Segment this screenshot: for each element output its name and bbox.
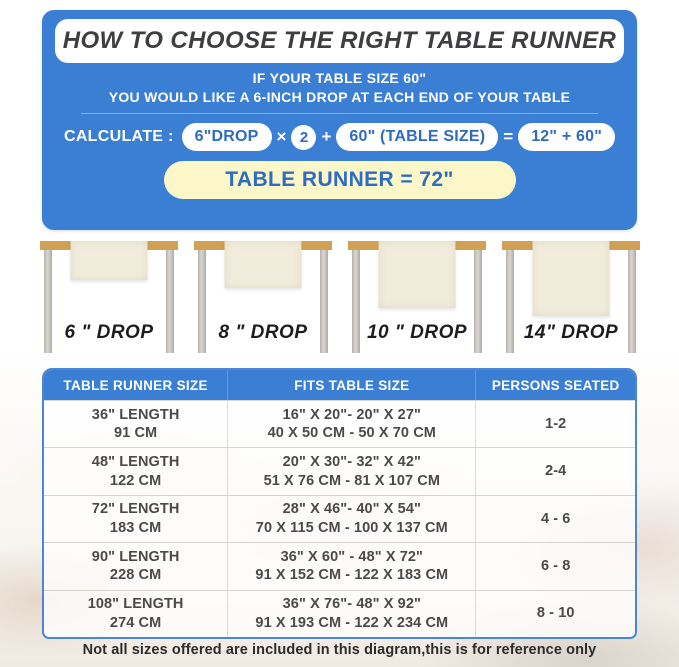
runner-result-pill: TABLE RUNNER = 72" [164, 161, 516, 199]
drop-label: 14" DROP [523, 322, 619, 343]
header-persons-seated: PERSONS SEATED [475, 370, 635, 400]
drop-label: 6 " DROP [64, 322, 154, 343]
size-table-header [44, 370, 635, 400]
drop-label: 8 " DROP [218, 322, 308, 343]
size-line: 72" LENGTH [91, 501, 180, 518]
header-runner-size: TABLE RUNNER SIZE [63, 377, 208, 393]
footer-note: Not all sizes offered are included in this diagram,this is for reference only [82, 642, 597, 658]
runner-cloth [379, 241, 456, 308]
fits-size-cell [227, 591, 475, 637]
size-line-cm: 91 CM [113, 425, 158, 442]
persons-value: 4 - 6 [540, 510, 571, 527]
persons-cell [475, 591, 635, 637]
runner-size-cell [44, 543, 227, 589]
runner-size-cell [44, 496, 227, 542]
persons-cell [475, 543, 635, 589]
persons-cell [475, 496, 635, 542]
size-line: 36" LENGTH [91, 406, 180, 423]
fits-line: 20" X 30"- 32" X 42" [282, 454, 421, 471]
runner-cloth [71, 241, 148, 280]
size-line-cm: 228 CM [109, 567, 162, 584]
table-row [44, 400, 635, 447]
size-line-cm: 183 CM [109, 519, 162, 536]
page-title: HOW TO CHOOSE THE RIGHT TABLE RUNNER [62, 27, 617, 54]
fits-line: 28" X 46"- 40" X 54" [282, 501, 421, 518]
runner-size-cell [44, 448, 227, 494]
hero-panel [42, 10, 637, 230]
header-fits-table-size: FITS TABLE SIZE [227, 370, 475, 400]
table-row [44, 447, 635, 494]
title-box [55, 19, 624, 63]
table-figure-10in [348, 241, 486, 353]
drop-label: 10 " DROP [366, 322, 468, 343]
persons-cell [475, 448, 635, 494]
size-line: 48" LENGTH [91, 454, 180, 471]
drop-pill: 6"DROP [182, 123, 272, 151]
table-figure-14in [502, 241, 640, 353]
runner-cloth [533, 241, 610, 316]
hero-divider [81, 113, 599, 114]
runner-size-cell [44, 401, 227, 447]
size-line: 90" LENGTH [91, 548, 180, 565]
table-row [44, 542, 635, 589]
persons-value: 1-2 [545, 415, 567, 432]
fits-line-cm: 70 X 115 CM - 100 X 137 CM [255, 519, 448, 536]
fits-line: 16" X 20"- 20" X 27" [282, 406, 421, 423]
persons-value: 8 - 10 [536, 605, 575, 622]
drop-diagrams [40, 241, 640, 353]
fits-line-cm: 40 X 50 CM - 50 X 70 CM [267, 425, 436, 442]
fits-size-cell [227, 543, 475, 589]
table-figure-6in [40, 241, 178, 353]
table-figure-8in [194, 241, 332, 353]
fits-size-cell [227, 448, 475, 494]
subtitle-line-2: YOU WOULD LIKE A 6-INCH DROP AT EACH END OF YOUR TABLE [108, 89, 571, 105]
table-row [44, 590, 635, 637]
size-line-cm: 274 CM [109, 614, 162, 631]
fits-line: 36" X 76"- 48" X 92" [282, 596, 421, 613]
fits-line-cm: 91 X 193 CM - 122 X 234 CM [255, 614, 449, 631]
multiplier-badge: 2 [291, 125, 316, 150]
calculate-label: CALCULATE : [63, 128, 174, 145]
fits-line-cm: 51 X 76 CM - 81 X 107 CM [263, 472, 441, 489]
subtitle [42, 70, 637, 105]
plus-sign: + [321, 127, 332, 146]
formula-row [42, 123, 637, 151]
fits-size-cell [227, 401, 475, 447]
fits-size-cell [227, 496, 475, 542]
size-line-cm: 122 CM [109, 472, 162, 489]
equals-sign: = [503, 127, 514, 146]
sum-pill: 12" + 60" [518, 123, 615, 151]
size-line: 108" LENGTH [87, 596, 184, 613]
runner-size-cell [44, 591, 227, 637]
times-sign: × [276, 127, 287, 146]
persons-cell [475, 401, 635, 447]
size-table [42, 368, 637, 639]
persons-value: 6 - 8 [540, 558, 571, 575]
table-row [44, 495, 635, 542]
persons-value: 2-4 [545, 463, 567, 480]
subtitle-line-1: IF YOUR TABLE SIZE 60" [252, 70, 427, 86]
runner-cloth [225, 241, 302, 288]
table-size-pill: 60" (TABLE SIZE) [336, 123, 498, 151]
fits-line-cm: 91 X 152 CM - 122 X 183 CM [255, 567, 449, 584]
fits-line: 36" X 60" - 48" X 72" [280, 548, 424, 565]
